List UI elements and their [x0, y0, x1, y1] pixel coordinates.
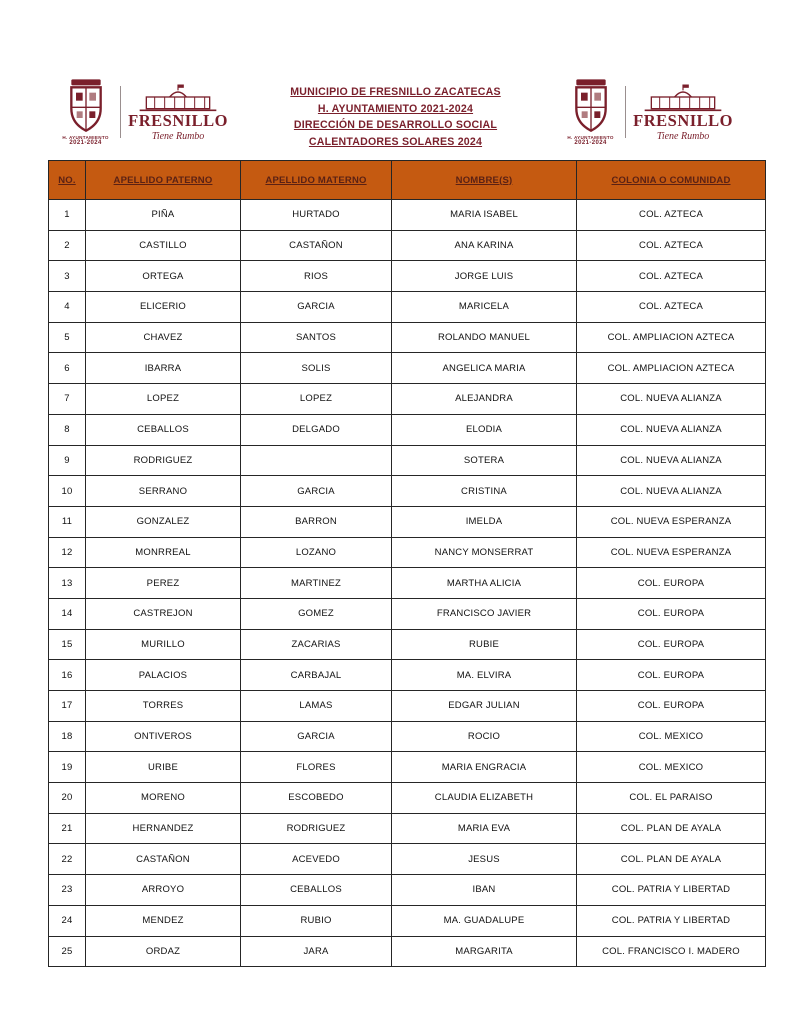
table-row — [49, 353, 766, 384]
table-cell: ORDAZ — [86, 936, 241, 967]
table-cell: COL. EUROPA — [577, 568, 766, 599]
table-cell: LAMAS — [241, 691, 392, 722]
table-cell: MARICELA — [392, 292, 577, 323]
logo-divider — [120, 86, 121, 138]
fresnillo-logo-right — [563, 78, 733, 146]
tagline-text: Tiene Rumbo — [151, 130, 205, 142]
table-row — [49, 936, 766, 967]
table-cell: COL. NUEVA ESPERANZA — [577, 537, 766, 568]
table-cell: LOPEZ — [86, 384, 241, 415]
table-cell: COL. EUROPA — [577, 598, 766, 629]
table-row — [49, 476, 766, 507]
table-cell: CHAVEZ — [86, 322, 241, 353]
table-cell: GONZALEZ — [86, 506, 241, 537]
table-cell: COL. NUEVA ALIANZA — [577, 445, 766, 476]
table-cell: ELICERIO — [86, 292, 241, 323]
table-cell: COL. PLAN DE AYALA — [577, 844, 766, 875]
table-cell: COL. NUEVA ALIANZA — [577, 414, 766, 445]
table-cell: IMELDA — [392, 506, 577, 537]
table-cell: CASTAÑON — [241, 230, 392, 261]
table-row — [49, 598, 766, 629]
fresnillo-wordmark — [128, 82, 228, 142]
table-cell: 9 — [49, 445, 86, 476]
fresnillo-logo-left — [58, 78, 228, 146]
table-cell: JESUS — [392, 844, 577, 875]
table-cell: 3 — [49, 261, 86, 292]
table-header-row — [49, 161, 766, 200]
table-cell: 18 — [49, 721, 86, 752]
table-cell: MONRREAL — [86, 537, 241, 568]
table-cell: NANCY MONSERRAT — [392, 537, 577, 568]
wordmark-text: FRESNILLO — [633, 111, 733, 131]
table-cell: 17 — [49, 691, 86, 722]
table-cell: CASTAÑON — [86, 844, 241, 875]
table-row — [49, 200, 766, 231]
table-cell: 2 — [49, 230, 86, 261]
title-line-1: MUNICIPIO DE FRESNILLO ZACATECAS — [290, 86, 501, 98]
table-cell: COL. AZTECA — [577, 230, 766, 261]
table-row — [49, 905, 766, 936]
table-cell: RUBIE — [392, 629, 577, 660]
table-cell: 12 — [49, 537, 86, 568]
table-row — [49, 384, 766, 415]
table-cell: CASTILLO — [86, 230, 241, 261]
table-cell: IBARRA — [86, 353, 241, 384]
table-row — [49, 506, 766, 537]
crest-caption: H. AYUNTAMIENTO — [62, 135, 109, 140]
table-cell: ANGELICA MARIA — [392, 353, 577, 384]
table-cell: TORRES — [86, 691, 241, 722]
fresnillo-wordmark — [633, 82, 733, 142]
table-row — [49, 844, 766, 875]
column-header: APELLIDO PATERNO — [86, 161, 241, 200]
table-cell: CEBALLOS — [86, 414, 241, 445]
table-row — [49, 230, 766, 261]
document-header — [0, 0, 791, 150]
table-cell: COL. PATRIA Y LIBERTAD — [577, 905, 766, 936]
table-cell: 16 — [49, 660, 86, 691]
table-cell: SOLIS — [241, 353, 392, 384]
table-cell: PIÑA — [86, 200, 241, 231]
table-cell: GOMEZ — [241, 598, 392, 629]
table-cell: SOTERA — [392, 445, 577, 476]
building-icon — [136, 82, 220, 112]
table-cell: CRISTINA — [392, 476, 577, 507]
table-cell: COL. EUROPA — [577, 660, 766, 691]
table-cell: COL. EL PARAISO — [577, 783, 766, 814]
table-cell: ACEVEDO — [241, 844, 392, 875]
table-cell: COL. AMPLIACION AZTECA — [577, 322, 766, 353]
table-container — [48, 160, 741, 967]
municipal-crest — [58, 78, 113, 146]
table-cell: 8 — [49, 414, 86, 445]
table-row — [49, 813, 766, 844]
table-cell: 20 — [49, 783, 86, 814]
table-row — [49, 537, 766, 568]
table-cell: FLORES — [241, 752, 392, 783]
table-cell: MARTHA ALICIA — [392, 568, 577, 599]
table-cell — [241, 445, 392, 476]
table-row — [49, 629, 766, 660]
table-cell: 24 — [49, 905, 86, 936]
table-cell: PEREZ — [86, 568, 241, 599]
table-cell: RODRIGUEZ — [86, 445, 241, 476]
table-row — [49, 875, 766, 906]
table-cell: RODRIGUEZ — [241, 813, 392, 844]
crest-shield-icon — [64, 78, 108, 134]
table-cell: MARIA ENGRACIA — [392, 752, 577, 783]
table-cell: LOZANO — [241, 537, 392, 568]
table-cell: COL. PATRIA Y LIBERTAD — [577, 875, 766, 906]
table-cell: 25 — [49, 936, 86, 967]
table-cell: MARIA ISABEL — [392, 200, 577, 231]
table-cell: COL. AMPLIACION AZTECA — [577, 353, 766, 384]
table-cell: ALEJANDRA — [392, 384, 577, 415]
table-cell: HERNANDEZ — [86, 813, 241, 844]
table-row — [49, 445, 766, 476]
table-row — [49, 322, 766, 353]
table-cell: COL. MEXICO — [577, 721, 766, 752]
table-cell: MA. GUADALUPE — [392, 905, 577, 936]
column-header: APELLIDO MATERNO — [241, 161, 392, 200]
table-cell: 10 — [49, 476, 86, 507]
table-cell: MORENO — [86, 783, 241, 814]
table-cell: CEBALLOS — [241, 875, 392, 906]
crest-years: 2021-2024 — [574, 140, 607, 146]
table-cell: EDGAR JULIAN — [392, 691, 577, 722]
table-cell: 6 — [49, 353, 86, 384]
table-cell: 1 — [49, 200, 86, 231]
table-cell: 13 — [49, 568, 86, 599]
table-cell: DELGADO — [241, 414, 392, 445]
title-line-3: DIRECCIÓN DE DESARROLLO SOCIAL — [293, 119, 498, 131]
table-cell: ZACARIAS — [241, 629, 392, 660]
table-cell: COL. NUEVA ALIANZA — [577, 476, 766, 507]
table-cell: COL. AZTECA — [577, 200, 766, 231]
logo-divider — [625, 86, 626, 138]
table-cell: COL. FRANCISCO I. MADERO — [577, 936, 766, 967]
table-cell: ELODIA — [392, 414, 577, 445]
title-line-2: H. AYUNTAMIENTO 2021-2024 — [317, 102, 474, 115]
table-cell: MARTINEZ — [241, 568, 392, 599]
table-cell: RUBIO — [241, 905, 392, 936]
table-cell: COL. EUROPA — [577, 691, 766, 722]
table-cell: 22 — [49, 844, 86, 875]
table-row — [49, 414, 766, 445]
table-cell: GARCIA — [241, 476, 392, 507]
table-cell: 23 — [49, 875, 86, 906]
table-cell: BARRON — [241, 506, 392, 537]
table-cell: ROCIO — [392, 721, 577, 752]
title-line-4: CALENTADORES SOLARES 2024 — [308, 135, 483, 148]
table-row — [49, 660, 766, 691]
table-cell: 7 — [49, 384, 86, 415]
table-cell: JARA — [241, 936, 392, 967]
column-header: COLONIA O COMUNIDAD — [577, 161, 766, 200]
table-cell: IBAN — [392, 875, 577, 906]
table-row — [49, 261, 766, 292]
municipal-crest — [563, 78, 618, 146]
table-cell: URIBE — [86, 752, 241, 783]
table-cell: GARCIA — [241, 721, 392, 752]
table-cell: MA. ELVIRA — [392, 660, 577, 691]
table-cell: ROLANDO MANUEL — [392, 322, 577, 353]
table-cell: HURTADO — [241, 200, 392, 231]
table-cell: ORTEGA — [86, 261, 241, 292]
table-cell: 21 — [49, 813, 86, 844]
table-cell: COL. EUROPA — [577, 629, 766, 660]
table-cell: JORGE LUIS — [392, 261, 577, 292]
table-cell: 14 — [49, 598, 86, 629]
table-cell: ESCOBEDO — [241, 783, 392, 814]
table-cell: SANTOS — [241, 322, 392, 353]
table-cell: 5 — [49, 322, 86, 353]
crest-caption: H. AYUNTAMIENTO — [567, 135, 614, 140]
table-row — [49, 691, 766, 722]
table-cell: ONTIVEROS — [86, 721, 241, 752]
table-cell: 19 — [49, 752, 86, 783]
table-cell: GARCIA — [241, 292, 392, 323]
table-row — [49, 752, 766, 783]
table-body — [49, 200, 766, 967]
beneficiaries-table — [48, 160, 766, 967]
table-row — [49, 568, 766, 599]
table-cell: ANA KARINA — [392, 230, 577, 261]
table-cell: MURILLO — [86, 629, 241, 660]
table-cell: MARGARITA — [392, 936, 577, 967]
table-cell: SERRANO — [86, 476, 241, 507]
table-cell: COL. NUEVA ESPERANZA — [577, 506, 766, 537]
column-header: NOMBRE(S) — [392, 161, 577, 200]
table-cell: RIOS — [241, 261, 392, 292]
table-cell: 4 — [49, 292, 86, 323]
table-cell: ARROYO — [86, 875, 241, 906]
table-cell: 15 — [49, 629, 86, 660]
table-cell: CLAUDIA ELIZABETH — [392, 783, 577, 814]
crest-years: 2021-2024 — [69, 140, 102, 146]
crest-shield-icon — [569, 78, 613, 134]
table-cell: FRANCISCO JAVIER — [392, 598, 577, 629]
column-header: NO. — [49, 161, 86, 200]
table-cell: COL. MEXICO — [577, 752, 766, 783]
table-cell: MENDEZ — [86, 905, 241, 936]
table-cell: CARBAJAL — [241, 660, 392, 691]
table-cell: PALACIOS — [86, 660, 241, 691]
table-cell: LOPEZ — [241, 384, 392, 415]
table-cell: 11 — [49, 506, 86, 537]
table-row — [49, 721, 766, 752]
building-icon — [641, 82, 725, 112]
document-title — [228, 78, 563, 150]
table-cell: COL. AZTECA — [577, 292, 766, 323]
table-cell: COL. AZTECA — [577, 261, 766, 292]
table-cell: MARIA EVA — [392, 813, 577, 844]
table-row — [49, 292, 766, 323]
wordmark-text: FRESNILLO — [128, 111, 228, 131]
table-row — [49, 783, 766, 814]
table-cell: COL. PLAN DE AYALA — [577, 813, 766, 844]
table-cell: CASTREJON — [86, 598, 241, 629]
table-cell: COL. NUEVA ALIANZA — [577, 384, 766, 415]
tagline-text: Tiene Rumbo — [656, 130, 710, 142]
